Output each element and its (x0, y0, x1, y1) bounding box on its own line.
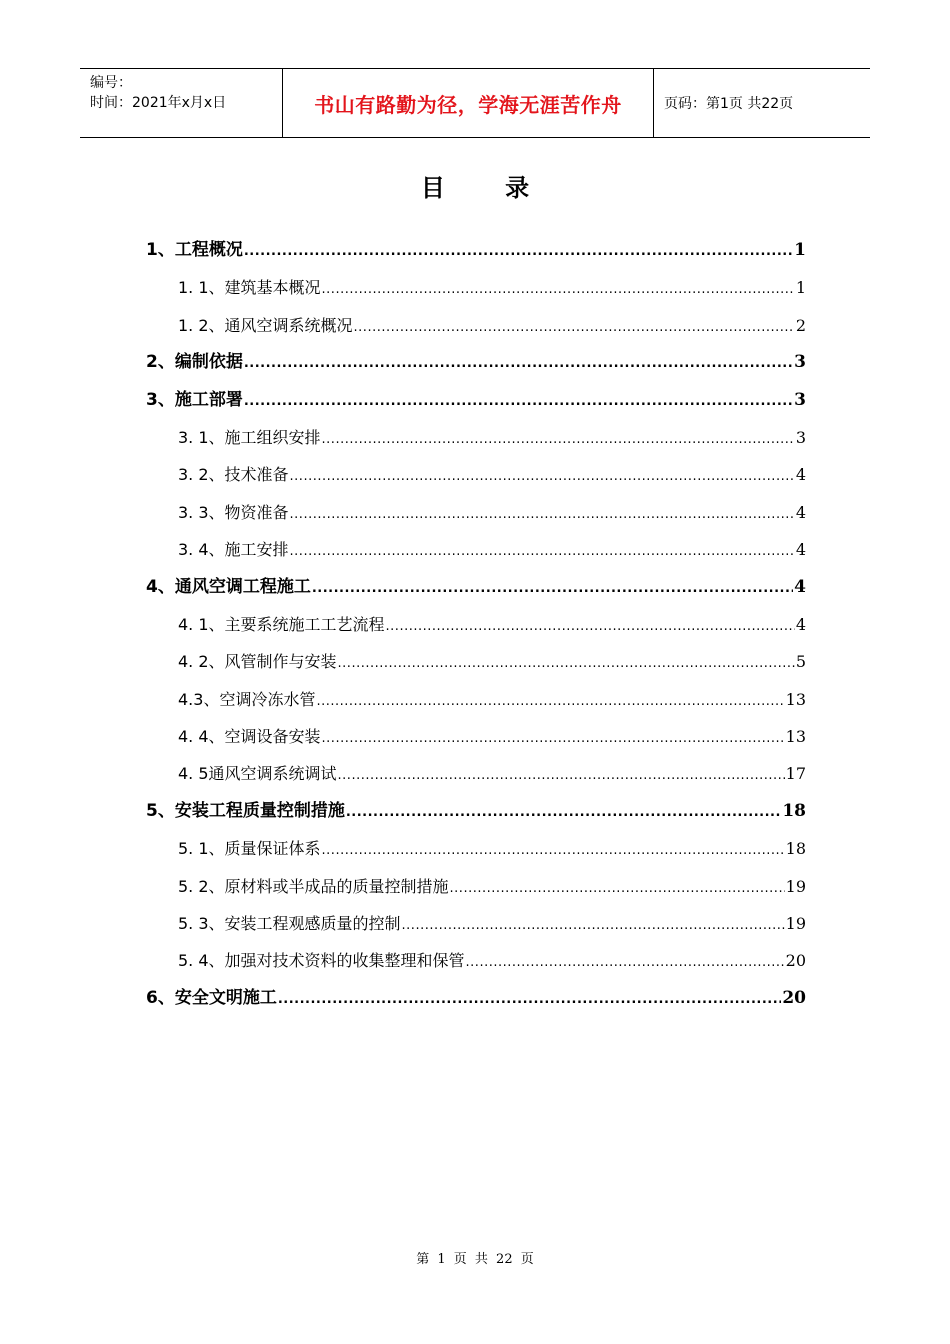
toc-dot-leader (244, 345, 793, 382)
toc-section-entry[interactable] (146, 382, 806, 419)
toc-dot-leader (338, 645, 795, 682)
toc-subsection-entry[interactable] (146, 942, 806, 979)
header-motto: 书山有路勤为径，学海无涯苦作舟 (314, 92, 622, 117)
toc-subsection-entry[interactable] (146, 755, 806, 792)
toc-entry-label: 4. 2、风管制作与安装 (178, 652, 337, 672)
toc-entry-page-number: 1 (795, 278, 806, 298)
toc-title: 目 录 (420, 174, 556, 202)
toc-entry-page-number: 5 (795, 652, 806, 672)
toc-entry-label: 1. 2、通风空调系统概况 (178, 315, 353, 335)
toc-subsection-entry[interactable] (146, 681, 806, 718)
toc-dot-leader (402, 907, 785, 944)
toc-dot-leader (346, 794, 782, 831)
toc-entry-page-number: 4 (795, 465, 806, 485)
toc-entry-label: 1. 1、建筑基本概况 (178, 278, 321, 298)
toc-section-entry[interactable] (146, 344, 806, 381)
toc-entry-label: 3. 2、技术准备 (178, 465, 289, 485)
toc-entry-label: 5. 3、安装工程观感质量的控制 (178, 914, 401, 934)
toc-entry-label: 3. 3、物资准备 (178, 502, 289, 522)
document-header (80, 68, 870, 138)
toc-entry-page-number: 17 (785, 764, 806, 784)
toc-dot-leader (322, 720, 785, 757)
toc-entry-label: 1、工程概况 (146, 240, 243, 260)
toc-dot-leader (354, 309, 795, 346)
toc-entry-page-number: 13 (785, 689, 806, 709)
toc-dot-leader (386, 608, 795, 645)
toc-dot-leader (244, 383, 793, 420)
toc-dot-leader (312, 570, 793, 607)
toc-entry-label: 5. 2、原材料或半成品的质量控制措施 (178, 876, 449, 896)
toc-entry-page-number: 18 (782, 800, 806, 821)
toc-entry-page-number: 20 (785, 951, 806, 971)
header-page-info: 页码：第1页 共22页 (664, 96, 794, 112)
table-of-contents (146, 232, 806, 1017)
header-page-cell (654, 69, 870, 137)
toc-subsection-entry[interactable] (146, 868, 806, 905)
toc-entry-label: 5、安装工程质量控制措施 (146, 800, 345, 821)
toc-section-entry[interactable] (146, 793, 806, 830)
toc-subsection-entry[interactable] (146, 307, 806, 344)
toc-entry-label: 4. 5通风空调系统调试 (178, 764, 337, 784)
toc-subsection-entry[interactable] (146, 830, 806, 867)
toc-entry-label: 2、编制依据 (146, 352, 243, 373)
toc-entry-label: 4. 1、主要系统施工工艺流程 (178, 614, 385, 634)
toc-entry-page-number: 20 (782, 987, 806, 1008)
toc-entry-label: 4、通风空调工程施工 (146, 576, 311, 597)
toc-subsection-entry[interactable] (146, 905, 806, 942)
toc-entry-label: 6、安全文明施工 (146, 987, 277, 1008)
toc-entry-page-number: 3 (794, 389, 806, 410)
page-footer: 第 1 页 共 22 页 (416, 1252, 534, 1267)
toc-entry-page-number: 3 (794, 352, 806, 373)
toc-entry-page-number: 4 (795, 614, 806, 634)
toc-entry-page-number: 18 (785, 839, 806, 859)
header-meta-cell (80, 69, 282, 137)
toc-subsection-entry[interactable] (146, 531, 806, 568)
toc-dot-leader (316, 683, 784, 720)
toc-entry-page-number: 3 (795, 427, 806, 447)
toc-entry-label: 4.3、空调冷冻水管 (178, 689, 316, 709)
toc-subsection-entry[interactable] (146, 643, 806, 680)
header-motto-cell (282, 69, 654, 137)
document-number-label: 编号： (90, 75, 132, 91)
toc-entry-page-number: 4 (795, 540, 806, 560)
toc-subsection-entry[interactable] (146, 494, 806, 531)
toc-entry-page-number: 1 (794, 240, 806, 260)
toc-entry-page-number: 2 (795, 315, 806, 335)
document-time-label: 时间：2021年x月x日 (90, 95, 227, 111)
toc-entry-page-number: 4 (795, 502, 806, 522)
toc-subsection-entry[interactable] (146, 456, 806, 493)
toc-dot-leader (322, 271, 795, 308)
toc-dot-leader (338, 757, 785, 794)
toc-dot-leader (244, 233, 793, 270)
toc-entry-label: 5. 4、加强对技术资料的收集整理和保管 (178, 951, 465, 971)
toc-entry-page-number: 13 (785, 727, 806, 747)
toc-dot-leader (290, 458, 795, 495)
toc-dot-leader (322, 421, 795, 458)
toc-entry-label: 3. 4、施工安排 (178, 540, 289, 560)
toc-dot-leader (290, 533, 795, 570)
toc-subsection-entry[interactable] (146, 269, 806, 306)
toc-entry-label: 4. 4、空调设备安装 (178, 727, 321, 747)
toc-subsection-entry[interactable] (146, 606, 806, 643)
toc-subsection-entry[interactable] (146, 718, 806, 755)
toc-entry-page-number: 19 (785, 914, 806, 934)
toc-dot-leader (450, 870, 785, 907)
toc-entry-label: 3. 1、施工组织安排 (178, 427, 321, 447)
toc-section-entry[interactable] (146, 569, 806, 606)
toc-entry-page-number: 19 (785, 876, 806, 896)
toc-entry-label: 5. 1、质量保证体系 (178, 839, 321, 859)
toc-subsection-entry[interactable] (146, 419, 806, 456)
toc-entry-page-number: 4 (794, 576, 806, 597)
toc-dot-leader (466, 944, 785, 981)
toc-section-entry[interactable] (146, 980, 806, 1017)
toc-entry-label: 3、施工部署 (146, 389, 243, 410)
toc-dot-leader (290, 496, 795, 533)
toc-dot-leader (278, 981, 781, 1018)
toc-dot-leader (322, 832, 785, 869)
toc-section-entry[interactable] (146, 232, 806, 269)
